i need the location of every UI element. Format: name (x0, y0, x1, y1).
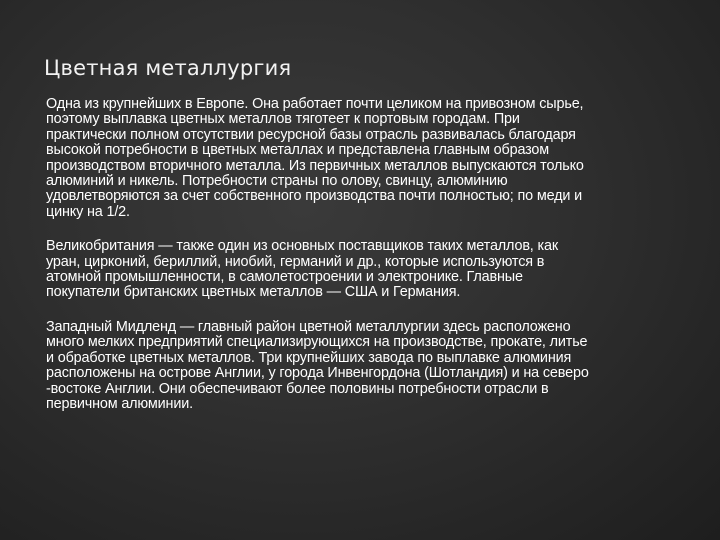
text-line: Западный Мидленд — главный район цветной металлургии здесь расположено (46, 318, 571, 335)
text-line: много мелких предприятий специализирующихся на производстве, прокате, литье (46, 334, 588, 351)
text-line: покупатели британских цветных металлов — США и Германия. (46, 284, 461, 301)
text-line: производством вторичного металла. Из первичных металлов выпускаются только (46, 157, 584, 174)
slide-content (46, 97, 706, 431)
text-line: -востоке Англии. Они обеспечивают более половины потребности отрасли в (46, 380, 549, 397)
slide-title: Цветная металлургия (44, 56, 292, 80)
text-line: Одна из крупнейших в Европе. Она работает почти целиком на привозном сырье, (46, 96, 584, 112)
text-line: алюминий и никель. Потребности страны по олову, свинцу, алюминию (46, 173, 508, 190)
text-line: расположены на острове Англии, у города Инвенгордона (Шотландия) и на северо (46, 365, 589, 382)
text-line: атомной промышленности, в самолетостроении и электронике. Главные (46, 269, 523, 286)
paragraph-3 (46, 320, 706, 412)
text-line: первичном алюминии. (46, 395, 193, 412)
text-line: практически полном отсутствии ресурсной базы отрасль развивалась благодаря (46, 126, 576, 143)
paragraph-1 (46, 97, 706, 220)
text-line: поэтому выплавка цветных металлов тяготеет к портовым городам. При (46, 111, 520, 128)
text-line: высокой потребности в цветных металлах и представлена главным образом (46, 142, 550, 159)
text-line: цинку на 1/2. (46, 203, 130, 220)
text-line: Великобритания — также один из основных поставщиков таких металлов, как (46, 238, 558, 255)
text-line: уран, цирконий, бериллий, ниобий, германий и др., которые используются в (46, 253, 545, 270)
text-line: удовлетворяются за счет собственного производства почти полностью; по меди и (46, 188, 582, 205)
paragraph-2 (46, 239, 706, 301)
text-line: и обработке цветных металлов. Три крупнейших завода по выплавке алюминия (46, 349, 572, 366)
